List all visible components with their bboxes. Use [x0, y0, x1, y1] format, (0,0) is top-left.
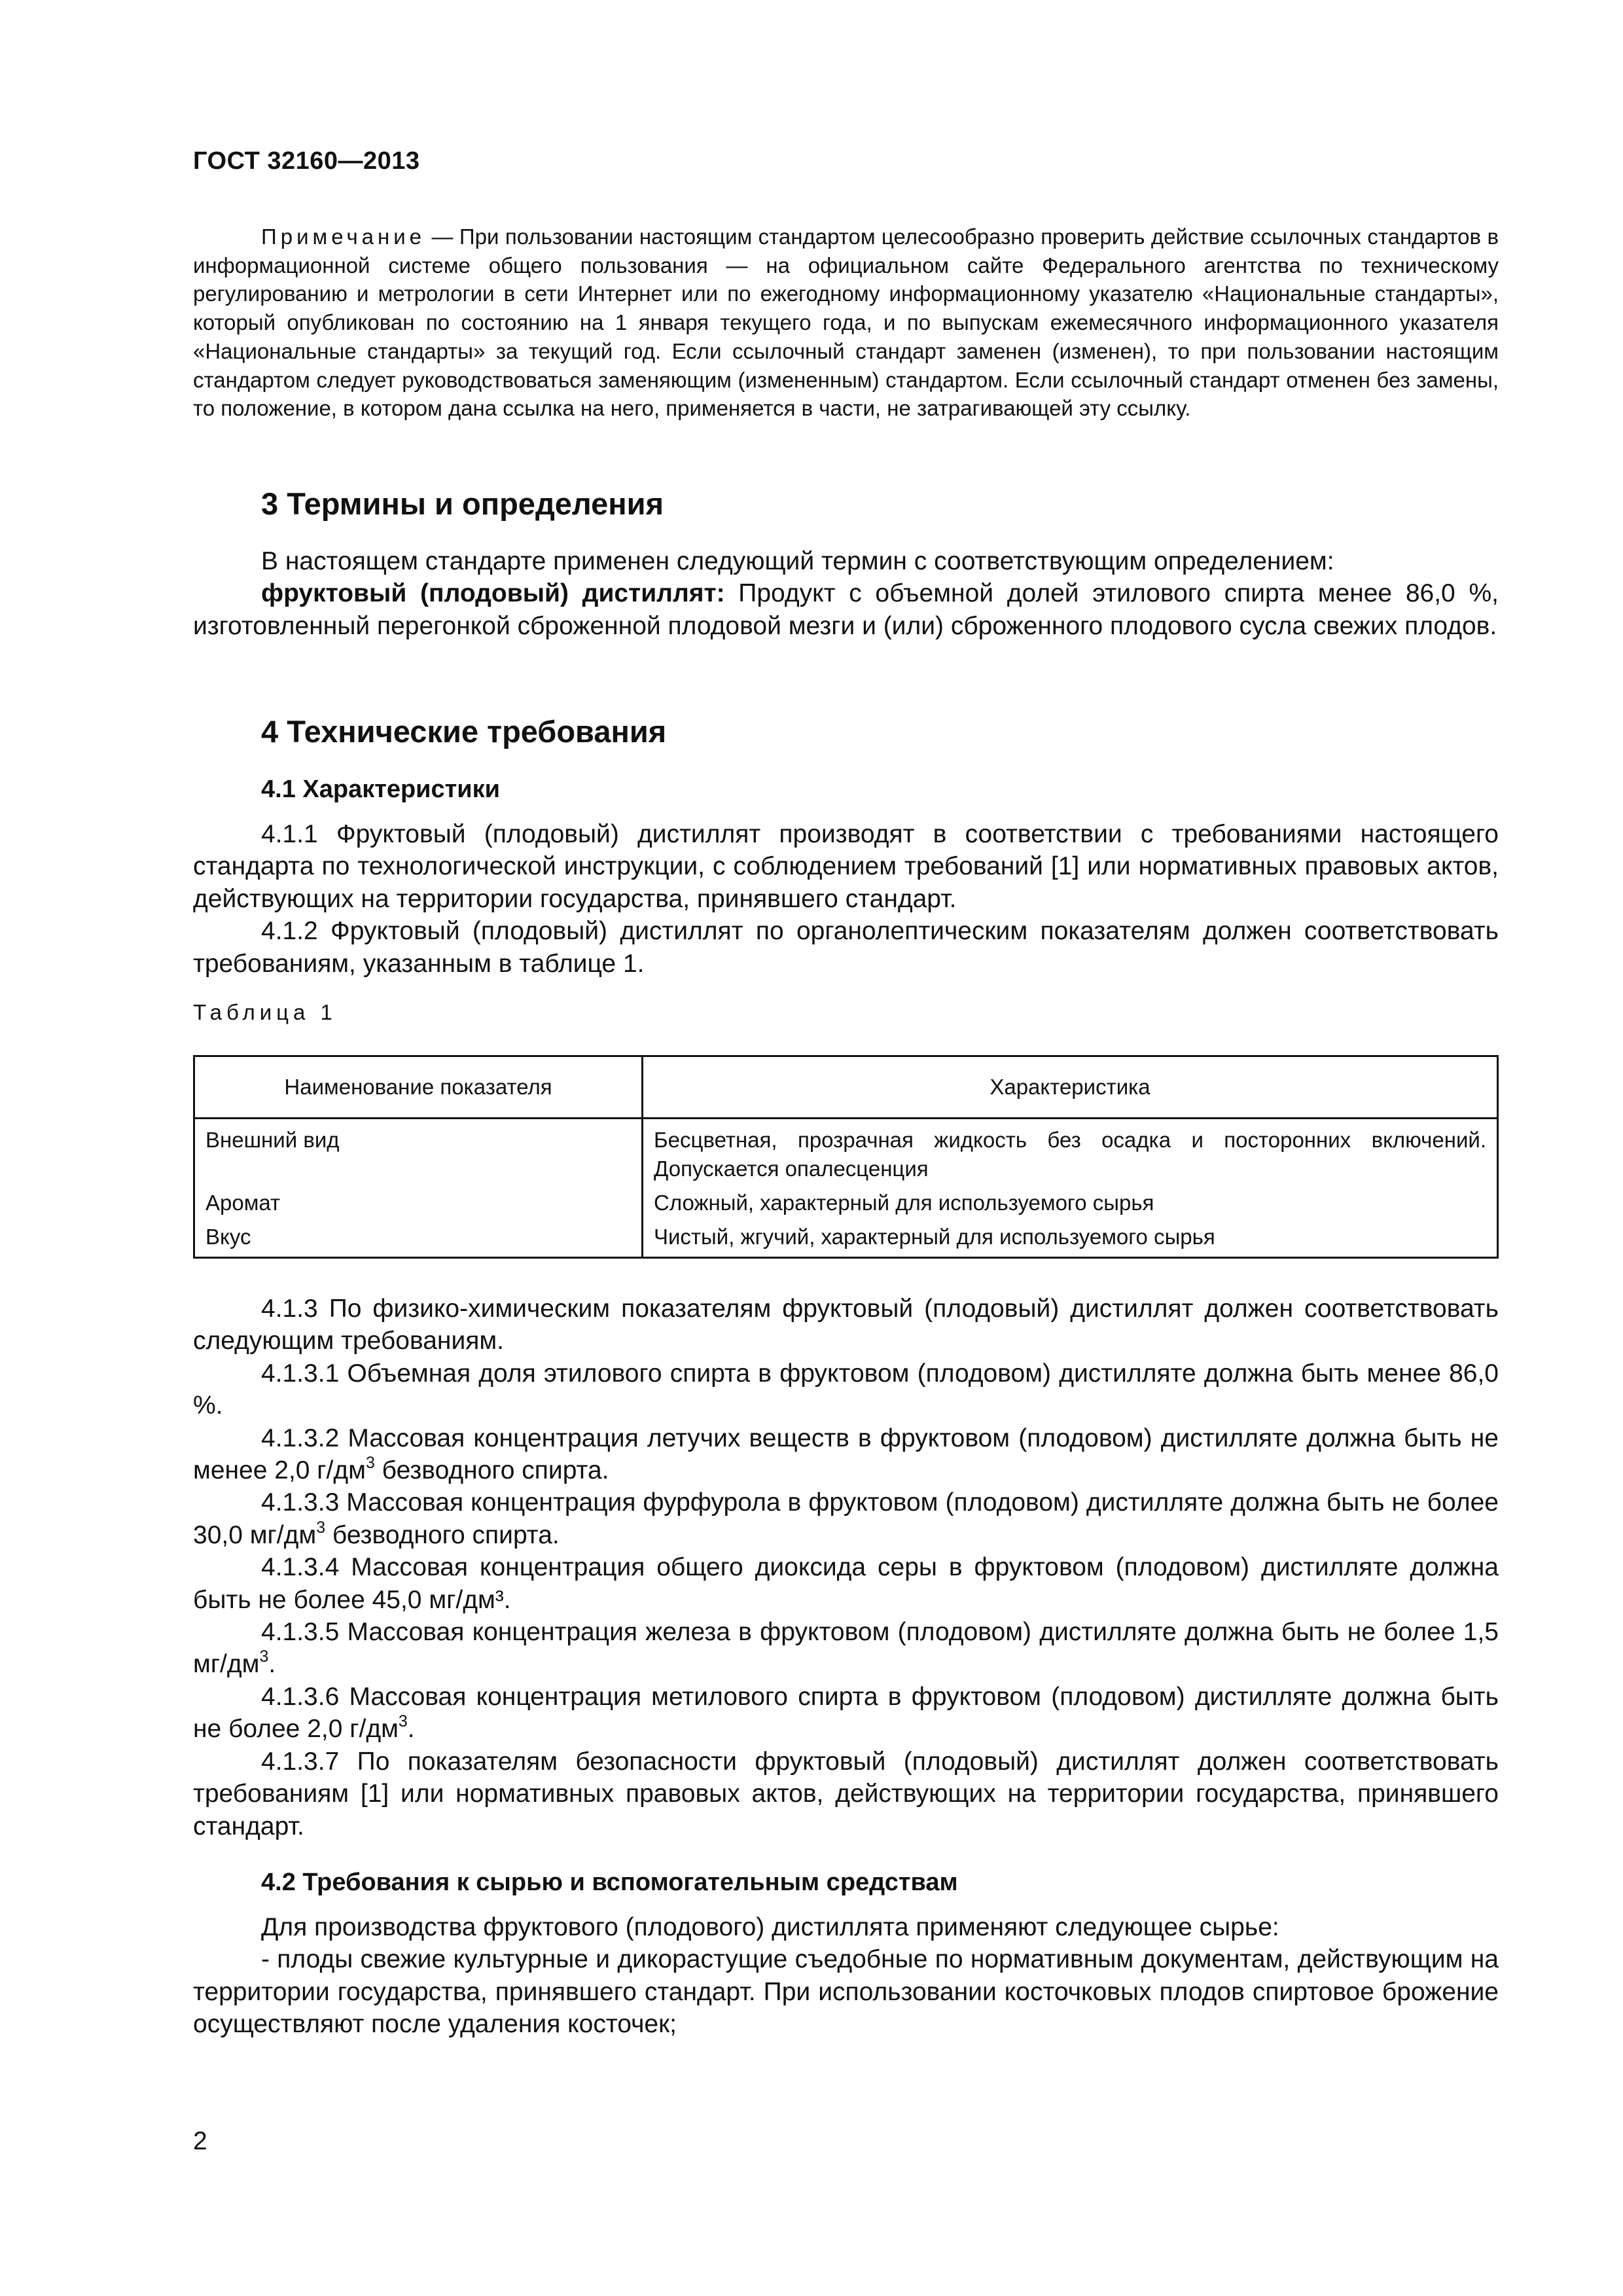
superscript: 3 [316, 1518, 326, 1537]
clause-4-1-3-7: 4.1.3.7 По показателям безопасности фруктовый (плодовый) дистиллят должен соответствовать требованиям [1] или нормативных правовых актов, действующих на территории государства, принявшего стандарт. [193, 1747, 1499, 1840]
definition: Продукт с объемной долей этилового спирта менее 86,0 %, изготовленный перегонкой сброженной плодовой мезги и (или) сброженного плодового сусла свежих плодов. [193, 579, 1499, 640]
clause-4-1-3-5 [193, 1616, 1499, 1681]
section-3-intro: В настоящем стандарте применен следующий термин с соответствующим определением: [261, 547, 1334, 575]
clause-text: . [268, 1650, 276, 1679]
clause-text: безводного спирта. [325, 1520, 560, 1549]
clause-text: . [407, 1715, 415, 1744]
subsection-4-1-heading: 4.1 Характеристики [261, 776, 501, 803]
clause-4-1-2: 4.1.2 Фруктовый (плодовый) дистиллят по органолептическим показателям должен соответствовать требованиям, указанным в таблице 1. [193, 917, 1499, 978]
table-cell: Сложный, характерный для используемого сырья [643, 1186, 1498, 1220]
clause-text: 4.1.3.2 Массовая концентрация летучих веществ в фруктовом (плодовом) дистилляте должна быть не менее 2,0 г/дм [193, 1424, 1499, 1485]
table-caption: Таблица 1 [193, 1000, 337, 1024]
subsection-4-2-body [193, 1911, 1499, 2041]
table-cell: Вкус [194, 1220, 643, 1258]
table-cell: Аромат [194, 1186, 643, 1220]
table-row [194, 1119, 1498, 1187]
clause-text: 4.1.3.6 Массовая концентрация метилового спирта в фруктовом (плодовом) дистилляте должна быть не более 2,0 г/дм [193, 1682, 1499, 1744]
term: фруктовый (плодовый) дистиллят: [261, 579, 725, 608]
clause-4-1-3-1: 4.1.3.1 Объемная доля этилового спирта в фруктовом (плодовом) дистилляте должна быть менее 86,0 %. [193, 1359, 1499, 1420]
raw-materials-intro: Для производства фруктового (плодового) дистиллята применяют следующее сырье: [261, 1913, 1279, 1941]
clause-text: 4.1.3.5 Массовая концентрация железа в фруктовом (плодовом) дистилляте должна быть не более 1,5 мг/дм [193, 1618, 1499, 1679]
clause-4-1-3-3 [193, 1486, 1499, 1551]
superscript: 3 [259, 1647, 269, 1666]
subsection-4-2-heading: 4.2 Требования к сырью и вспомогательным средствам [261, 1869, 958, 1896]
table-row [194, 1220, 1498, 1258]
note-text: — При пользовании настоящим стандартом целесообразно проверить действие ссылочных стандартов в информационной системе общего пользования — на официальном сайте Федерального агентства по техническому регулированию и метрологии в сети Интернет или по ежегодному информационному указателю «Национальные стандарты», который опубликован по состоянию на 1 января текущего года, и по выпускам ежемесячного информационного указателя «Национальные стандарты» за текущий год. Если ссылочный стандарт заменен (изменен), то при пользовании настоящим стандартом следует руководствоваться заменяющим (измененным) стандартом. Если ссылочный стандарт отменен без замены, то положение, в котором дана ссылка на него, применяется в части, не затрагивающей эту ссылку. [193, 224, 1499, 421]
superscript: 3 [398, 1712, 408, 1731]
clause-4-1-3-6 [193, 1681, 1499, 1746]
document-code-header: ГОСТ 32160—2013 [193, 147, 420, 175]
term-definition [193, 577, 1499, 642]
clause-4-1-1: 4.1.1 Фруктовый (плодовый) дистиллят производят в соответствии с требованиями настоящего стандарта по технологической инструкции, с соблюдением требований [1] или нормативных правовых актов, действующих на территории государства, принявшего стандарт. [193, 820, 1499, 913]
section-3-heading: 3 Термины и определения [261, 486, 664, 521]
table-header-cell: Наименование показателя [194, 1056, 643, 1119]
clause-text: 4.1.3.3 Массовая концентрация фурфурола в фруктовом (плодовом) дистилляте должна быть не более 30,0 мг/дм [193, 1488, 1499, 1549]
table-cell: Бесцветная, прозрачная жидкость без осадка и посторонних включений. Допускается опалесценция [643, 1119, 1498, 1187]
page-number: 2 [193, 2127, 207, 2155]
table-header-row [194, 1056, 1498, 1119]
clause-4-1-3-2 [193, 1422, 1499, 1487]
table-header-cell: Характеристика [643, 1056, 1498, 1119]
table-cell: Внешний вид [194, 1119, 643, 1187]
reference-note [193, 223, 1499, 423]
clause-4-1-3-4: 4.1.3.4 Массовая концентрация общего диоксида серы в фруктовом (плодовом) дистилляте должна быть не более 45,0 мг/дм³. [193, 1553, 1499, 1614]
superscript: 3 [365, 1454, 375, 1473]
table-1 [193, 1055, 1499, 1259]
subsection-4-1-body [193, 818, 1499, 980]
table-cell: Чистый, жгучий, характерный для используемого сырья [643, 1220, 1498, 1258]
clause-text: безводного спирта. [374, 1456, 609, 1485]
section-3-body [193, 545, 1499, 642]
physico-chemical-requirements [193, 1293, 1499, 1842]
raw-materials-item: - плоды свежие культурные и дикорастущие съедобные по нормативным документам, действующим на территории государства, принявшего стандарт. При использовании косточковых плодов спиртовое брожение осуществляют после удаления косточек; [193, 1945, 1499, 2039]
section-4-heading: 4 Технические требования [261, 714, 667, 749]
clause-4-1-3: 4.1.3 По физико-химическим показателям фруктовый (плодовый) дистиллят должен соответствовать следующим требованиям. [193, 1295, 1499, 1355]
table-row [194, 1186, 1498, 1220]
note-label: Примечание [261, 224, 426, 249]
